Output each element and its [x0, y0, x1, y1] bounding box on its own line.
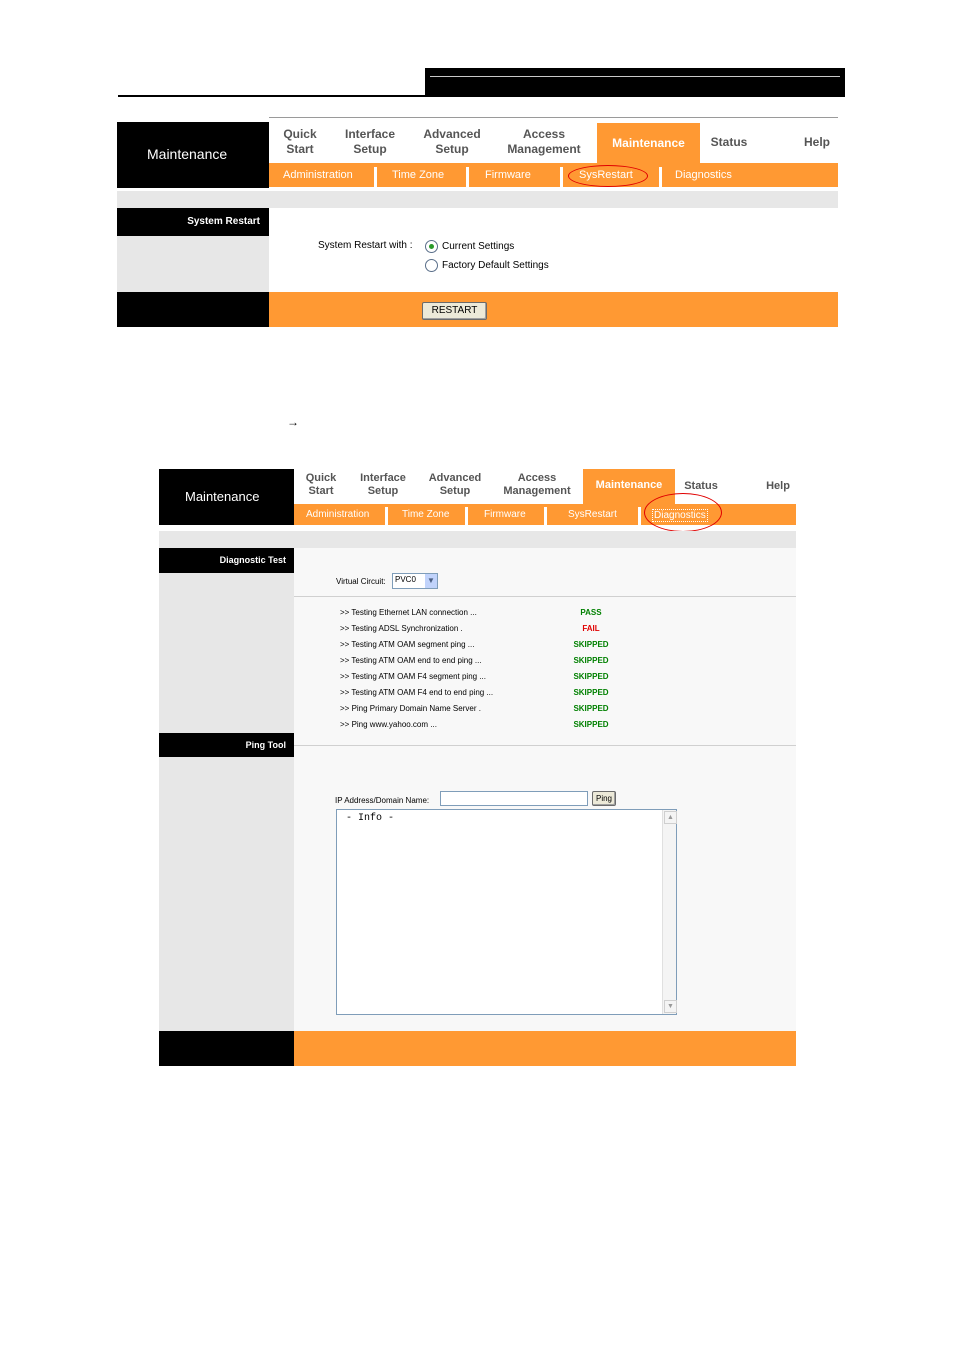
tab-help[interactable] — [758, 479, 798, 494]
tab-label: Interface — [360, 472, 406, 484]
subtab-firmware[interactable]: Firmware — [485, 169, 531, 181]
diag-test-label: >> Testing ATM OAM segment ping ... — [340, 640, 475, 649]
tab-label: Interface — [344, 127, 396, 141]
tab-interface-setup[interactable] — [336, 127, 404, 157]
left-column — [159, 573, 294, 733]
info-textarea[interactable] — [336, 809, 677, 1015]
diag-test-label: >> Testing ATM OAM F4 segment ping ... — [340, 672, 486, 681]
diag-test-result: FAIL — [582, 624, 600, 633]
tab-access-management[interactable] — [500, 127, 588, 157]
virtual-circuit-label: Virtual Circuit: — [336, 577, 386, 586]
footer-left-block — [117, 292, 269, 327]
footer-left-block — [159, 1031, 294, 1066]
diag-test-result: PASS — [580, 608, 602, 617]
highlight-ellipse — [644, 493, 722, 532]
tab-label: Start — [308, 485, 334, 497]
brand-title: Maintenance — [185, 489, 260, 504]
radio-current-settings[interactable] — [425, 240, 438, 253]
subtab-separator — [466, 167, 469, 187]
subtab-separator — [544, 507, 547, 525]
subtab-time-zone[interactable]: Time Zone — [402, 509, 450, 520]
tab-interface-setup[interactable] — [352, 472, 414, 498]
tab-label: Status — [684, 480, 718, 492]
tab-access-management[interactable] — [496, 472, 578, 498]
option-factory-default: Factory Default Settings — [442, 260, 549, 271]
subtab-firmware[interactable]: Firmware — [484, 509, 526, 520]
highlight-ellipse — [568, 165, 648, 187]
footer-bar — [294, 1031, 796, 1066]
divider — [294, 596, 796, 597]
diag-test-label: >> Testing ATM OAM end to end ping ... — [340, 656, 482, 665]
subtab-separator — [560, 167, 563, 187]
diag-test-result: SKIPPED — [573, 672, 609, 681]
left-column — [159, 757, 294, 1031]
virtual-circuit-select[interactable] — [392, 573, 438, 589]
option-current-settings: Current Settings — [442, 241, 515, 252]
diag-test-label: >> Ping Primary Domain Name Server . — [340, 704, 481, 713]
diag-test-result: SKIPPED — [573, 688, 609, 697]
left-column — [117, 236, 269, 292]
footer-bar — [269, 292, 838, 327]
tab-label: Maintenance — [595, 479, 663, 491]
diag-test-result: SKIPPED — [573, 656, 609, 665]
tab-label: Access — [517, 472, 557, 484]
diag-test-label: >> Testing ADSL Synchronization . — [340, 624, 463, 633]
diag-section-title: Diagnostic Test — [219, 555, 286, 565]
brand-block — [117, 122, 269, 188]
info-text: - Info - — [346, 813, 395, 824]
subtab-separator — [659, 167, 662, 187]
tab-help[interactable] — [795, 135, 839, 150]
subtab-sysrestart[interactable]: SysRestart — [579, 169, 633, 181]
ping-section-title: Ping Tool — [245, 740, 286, 750]
diag-test-label: >> Testing Ethernet LAN connection ... — [340, 608, 477, 617]
diag-test-result: SKIPPED — [573, 640, 609, 649]
header-rule — [118, 95, 425, 97]
chevron-down-icon: ▼ — [425, 574, 437, 588]
tab-label: Quick — [283, 127, 317, 141]
tab-advanced-setup[interactable] — [421, 472, 489, 498]
diag-test-label: >> Testing ATM OAM F4 end to end ping ... — [340, 688, 494, 697]
tab-status[interactable] — [705, 135, 753, 150]
subtab-time-zone[interactable]: Time Zone — [392, 169, 445, 181]
tab-quick-start[interactable] — [298, 472, 344, 498]
tab-label: Help — [803, 135, 830, 149]
tab-quick-start[interactable] — [274, 127, 326, 157]
spacer-band — [159, 531, 796, 548]
tab-status[interactable] — [678, 479, 724, 494]
tab-label: Setup — [353, 142, 387, 156]
subtab-sysrestart[interactable]: SysRestart — [568, 509, 617, 520]
tab-label: Management — [507, 142, 581, 156]
scroll-down-icon[interactable]: ▼ — [664, 1000, 677, 1013]
tab-label: Maintenance — [612, 136, 685, 150]
section-title: System Restart — [187, 216, 260, 227]
brand-block — [159, 469, 294, 525]
tab-label: Management — [503, 485, 571, 497]
header-bar-line — [430, 76, 840, 77]
subtab-separator — [374, 167, 377, 187]
subtab-diagnostics[interactable]: Diagnostics — [675, 169, 732, 181]
tab-advanced-setup[interactable] — [414, 127, 490, 157]
ip-address-label: IP Address/Domain Name: — [335, 796, 430, 805]
tab-label: Status — [710, 135, 748, 149]
divider — [294, 745, 796, 746]
restart-label: System Restart with : — [318, 240, 413, 251]
virtual-circuit-value: PVC0 — [395, 575, 416, 584]
radio-selected-dot — [429, 244, 434, 249]
subtab-separator — [385, 507, 388, 525]
subtab-bar — [269, 163, 838, 187]
diag-test-label: >> Ping www.yahoo.com ... — [340, 720, 437, 729]
tab-label: Quick — [305, 472, 337, 484]
subtab-diagnostics[interactable]: Diagnostics — [654, 510, 706, 521]
diag-test-result: SKIPPED — [573, 720, 609, 729]
diag-test-result: SKIPPED — [573, 704, 609, 713]
spacer-band — [117, 191, 838, 208]
tab-label: Advanced — [423, 127, 481, 141]
top-rule — [269, 117, 838, 118]
tab-label: Setup — [439, 485, 471, 497]
tab-label: Setup — [435, 142, 469, 156]
ip-address-input[interactable] — [440, 791, 588, 806]
ping-button[interactable]: Ping — [592, 791, 616, 806]
subtab-administration[interactable]: Administration — [306, 509, 370, 520]
tab-label: Start — [286, 142, 314, 156]
header-bar — [425, 68, 845, 97]
subtab-separator — [465, 507, 468, 525]
restart-button[interactable]: RESTART — [422, 302, 487, 320]
textarea-scrollbar[interactable] — [662, 810, 676, 1014]
subtab-separator — [638, 507, 641, 525]
subtab-administration[interactable]: Administration — [283, 169, 353, 181]
brand-title: Maintenance — [147, 146, 228, 162]
tab-label: Advanced — [428, 472, 482, 484]
radio-factory-default[interactable] — [425, 259, 438, 272]
tab-label: Access — [522, 127, 566, 141]
tab-maintenance[interactable] — [597, 123, 700, 163]
scroll-up-icon[interactable]: ▲ — [664, 811, 677, 824]
tab-label: Setup — [367, 485, 399, 497]
arrow-icon: → — [287, 415, 299, 429]
tab-label: Help — [766, 480, 790, 492]
